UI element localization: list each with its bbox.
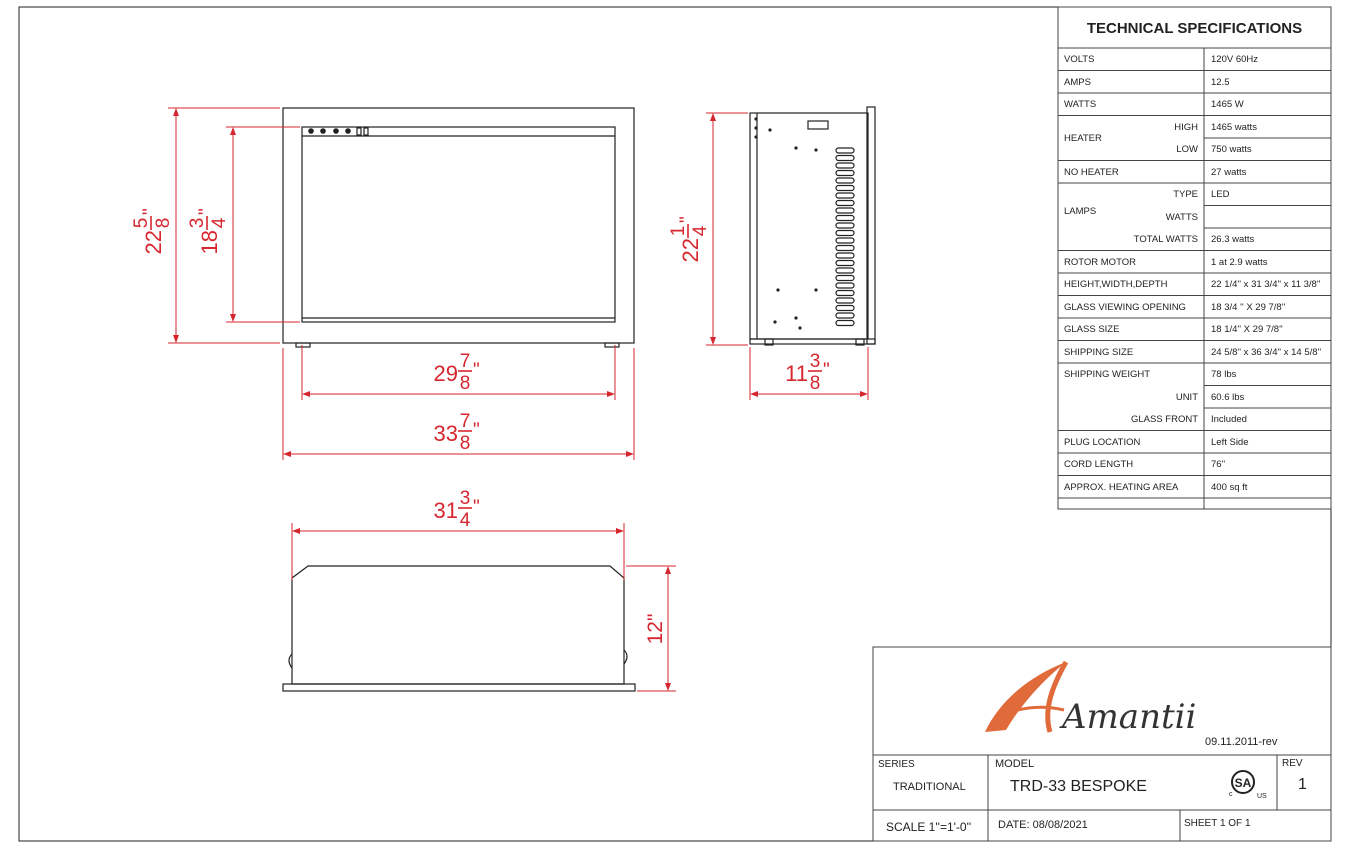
spec-row-value: 60.6 lbs xyxy=(1211,391,1245,403)
vent-slot xyxy=(836,313,854,318)
scale-text: SCALE 1''=1'-0'' xyxy=(886,820,972,834)
spec-row-value: Left Side xyxy=(1211,436,1249,448)
vent-slot xyxy=(836,321,854,326)
spec-row-value: 18 3/4 '' X 29 7/8'' xyxy=(1211,301,1286,313)
dim-unit: " xyxy=(196,208,217,215)
side-screw-holes xyxy=(754,117,817,329)
spec-row-value: 400 sq ft xyxy=(1211,481,1248,493)
dim-whole: 22 xyxy=(141,230,166,255)
dim-label-top-width xyxy=(434,488,480,531)
date-text: DATE: 08/08/2021 xyxy=(998,819,1088,831)
vent-slot xyxy=(836,163,854,168)
spec-row-label: GLASS SIZE xyxy=(1064,324,1120,335)
dim-label-top-depth xyxy=(644,614,667,645)
series-label: SERIES xyxy=(878,759,915,770)
vent-slot xyxy=(836,253,854,258)
vent-slot xyxy=(836,193,854,198)
dimension-arrows xyxy=(173,108,868,691)
vent-slot xyxy=(836,238,854,243)
dim-label-glass-width xyxy=(434,351,480,394)
spec-row-sublabel: TOTAL WATTS xyxy=(1133,234,1198,245)
dim-label-glass-height xyxy=(187,208,230,254)
spec-row-value: 22 1/4'' x 31 3/4'' x 11 3/8'' xyxy=(1211,279,1321,290)
dim-denominator: 8 xyxy=(153,217,174,229)
dim-numerator: 3 xyxy=(809,351,821,372)
spec-row-label: VOLTS xyxy=(1064,54,1095,65)
series-value: TRADITIONAL xyxy=(893,781,966,793)
dim-whole: 11 xyxy=(785,361,808,386)
dim-numerator: 5 xyxy=(131,217,152,229)
spec-row-sublabel: LOW xyxy=(1176,144,1198,155)
vent-slot xyxy=(836,298,854,303)
dim-denominator: 8 xyxy=(459,433,471,454)
dim-denominator: 4 xyxy=(209,217,230,229)
vent-slot xyxy=(836,283,854,288)
vent-slot xyxy=(836,246,854,251)
dim-unit: " xyxy=(677,216,698,223)
vent-slot xyxy=(836,156,854,161)
side-view xyxy=(750,107,875,345)
dim-unit: " xyxy=(473,497,480,518)
dim-whole: 22 xyxy=(678,238,703,263)
spec-row-label: NO HEATER xyxy=(1064,166,1119,178)
front-glass-opening xyxy=(302,127,615,322)
spec-row-value: Included xyxy=(1211,414,1247,425)
vent-slot xyxy=(836,201,854,206)
rev-label: REV xyxy=(1282,758,1303,769)
dim-unit: " xyxy=(140,208,161,215)
spec-row-label: HEATER xyxy=(1064,132,1102,144)
csa-letters: SA xyxy=(1234,776,1252,790)
dim-unit: " xyxy=(473,420,480,441)
spec-row-sublabel: WATTS xyxy=(1165,211,1198,223)
front-view xyxy=(283,108,634,347)
dim-denominator: 8 xyxy=(459,373,471,394)
dim-label-front-height xyxy=(131,208,174,254)
dim-label-depth xyxy=(785,351,830,394)
spec-row-label: CORD LENGTH xyxy=(1064,459,1134,470)
spec-row-value: 18 1/4'' X 29 7/8'' xyxy=(1211,324,1283,335)
vent-slot xyxy=(836,216,854,221)
sheet-text: SHEET 1 OF 1 xyxy=(1184,818,1251,829)
spec-row-sublabel: HIGH xyxy=(1174,121,1198,133)
dim-numerator: 1 xyxy=(668,225,689,237)
spec-row-value: 26.3 watts xyxy=(1211,234,1255,245)
spec-row-label: SHIPPING SIZE xyxy=(1064,346,1134,358)
csa-c: c xyxy=(1229,791,1233,798)
csa-us: US xyxy=(1257,793,1267,800)
spec-row-label: APPROX. HEATING AREA xyxy=(1064,481,1179,493)
vent-slot xyxy=(836,186,854,191)
spec-row-label: SHIPPING WEIGHT xyxy=(1064,369,1151,380)
model-label: MODEL xyxy=(995,758,1035,770)
vent-slot xyxy=(836,268,854,273)
vent-slot xyxy=(836,261,854,266)
spec-row-label: HEIGHT,WIDTH,DEPTH xyxy=(1064,279,1168,290)
vent-slot xyxy=(836,291,854,296)
spec-row-value: LED xyxy=(1211,189,1230,200)
spec-row-value: 76'' xyxy=(1211,459,1226,470)
spec-row-label: GLASS VIEWING OPENING xyxy=(1064,301,1186,313)
top-view xyxy=(283,566,635,691)
spec-row-value: 750 watts xyxy=(1211,144,1252,155)
revision-date: 09.11.2011-rev xyxy=(1205,736,1278,748)
vent-slot xyxy=(836,231,854,236)
dim-label-side-height xyxy=(668,216,711,262)
dim-numerator: 7 xyxy=(459,411,471,432)
dim-unit: " xyxy=(823,360,830,381)
vent-slot xyxy=(836,171,854,176)
dim-whole: 31 xyxy=(433,498,458,523)
spec-row-sublabel: GLASS FRONT xyxy=(1130,414,1198,425)
dim-numerator: 3 xyxy=(187,217,208,229)
spec-row-sublabel: TYPE xyxy=(1173,189,1198,200)
csa-mark-icon xyxy=(1229,771,1267,800)
logo-wordmark: Amantii xyxy=(1062,697,1197,737)
spec-row-label: WATTS xyxy=(1064,99,1097,110)
spec-row-label: LAMPS xyxy=(1064,205,1097,217)
dim-denominator: 4 xyxy=(690,225,711,237)
dim-numerator: 3 xyxy=(459,488,471,509)
dim-whole: 33 xyxy=(433,421,458,446)
spec-row-value: 1465 watts xyxy=(1211,121,1257,133)
spec-row-sublabel: UNIT xyxy=(1175,391,1198,403)
spec-row-label: AMPS xyxy=(1064,76,1091,88)
model-value: TRD-33 BESPOKE xyxy=(1010,778,1147,795)
dim-whole: 18 xyxy=(197,230,222,255)
dim-text: 12" xyxy=(644,613,667,645)
vent-slot xyxy=(836,208,854,213)
rev-value: 1 xyxy=(1298,776,1307,793)
spec-row-value: 12.5 xyxy=(1211,76,1230,88)
dim-numerator: 7 xyxy=(459,351,471,372)
spec-row-value: 78 lbs xyxy=(1211,369,1237,380)
vent-slot xyxy=(836,276,854,281)
front-outer-frame xyxy=(283,108,634,343)
spec-row-value: 27 watts xyxy=(1211,166,1247,178)
spec-row-label: ROTOR MOTOR xyxy=(1064,256,1136,268)
amantii-logo xyxy=(985,662,1196,737)
side-vent-slots xyxy=(836,148,854,326)
spec-row-value: 24 5/8'' x 36 3/4'' x 14 5/8'' xyxy=(1211,346,1322,358)
control-buttons xyxy=(309,129,350,133)
dim-denominator: 4 xyxy=(459,510,471,531)
spec-title: TECHNICAL SPECIFICATIONS xyxy=(1086,20,1303,37)
spec-row-value: 1 at 2.9 watts xyxy=(1211,256,1268,268)
dim-unit: " xyxy=(473,360,480,381)
dimension-lines xyxy=(168,108,868,691)
spec-row-value: 120V 60Hz xyxy=(1211,54,1259,65)
dim-denominator: 8 xyxy=(809,373,821,394)
vent-slot xyxy=(836,178,854,183)
vent-slot xyxy=(836,148,854,153)
spec-row-label: PLUG LOCATION xyxy=(1064,436,1141,448)
dim-whole: 29 xyxy=(433,361,458,386)
dim-label-overall-width xyxy=(434,411,480,454)
vent-slot xyxy=(836,223,854,228)
spec-row-value: 1465 W xyxy=(1211,99,1244,110)
vent-slot xyxy=(836,306,854,311)
